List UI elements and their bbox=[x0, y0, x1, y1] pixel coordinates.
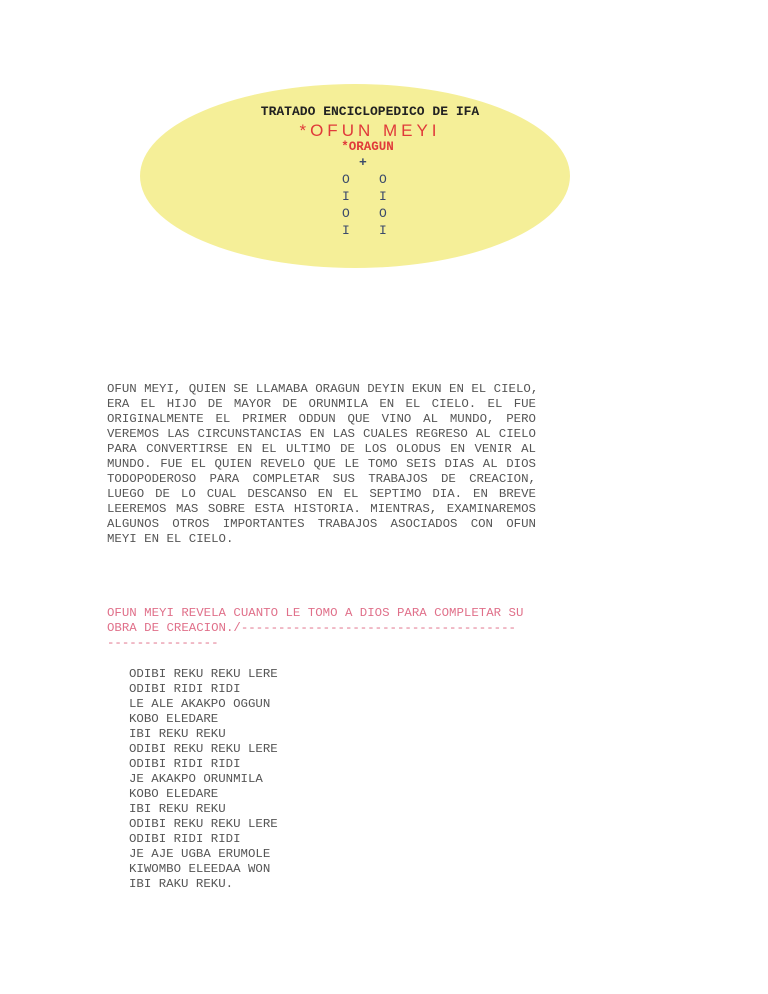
heading-line: --------------- bbox=[107, 636, 219, 650]
verse-line: ODIBI REKU REKU LERE bbox=[129, 817, 278, 831]
body-line: OFUN MEYI, QUIEN SE LLAMABA ORAGUN DEYIN EKUN EN EL CIELO, bbox=[107, 382, 539, 396]
odu-mark-right: I bbox=[379, 189, 387, 204]
heading-line: OFUN MEYI REVELA CUANTO LE TOMO A DIOS PARA COMPLETAR SU bbox=[107, 606, 524, 620]
verse-line: ODIBI RIDI RIDI bbox=[129, 832, 241, 846]
odu-mark-right: O bbox=[379, 172, 387, 187]
verse-line: ODIBI RIDI RIDI bbox=[129, 682, 241, 696]
verse-line: ODIBI REKU REKU LERE bbox=[129, 667, 278, 681]
verse-line: ODIBI RIDI RIDI bbox=[129, 757, 241, 771]
body-line: ERA EL HIJO DE MAYOR DE ORUNMILA EN EL CIELO. EL FUE bbox=[107, 397, 536, 411]
body-line: TODOPODEROSO PARA COMPLETAR SUS TRABAJOS DE CREACION, bbox=[107, 472, 536, 486]
body-line: ORIGINALMENTE EL PRIMER ODDUN QUE VINO AL MUNDO, PERO bbox=[107, 412, 536, 426]
document-title: TRATADO ENCICLOPEDICO DE IFA bbox=[260, 104, 480, 119]
verse-line: IBI RAKU REKU. bbox=[129, 877, 234, 891]
body-line: VEREMOS LAS CIRCUNSTANCIAS EN LAS CUALES REGRESO AL CIELO bbox=[107, 427, 536, 441]
odu-mark-left: O bbox=[342, 206, 350, 221]
odu-mark-right: O bbox=[379, 206, 387, 221]
heading-line: OBRA DE CREACION./------------------------------------- bbox=[107, 621, 516, 635]
verse-line: JE AKAKPO ORUNMILA bbox=[129, 772, 263, 786]
verse-line: KIWOMBO ELEEDAA WON bbox=[129, 862, 271, 876]
verse-line: IBI REKU REKU bbox=[129, 802, 226, 816]
verse-line: KOBO ELEDARE bbox=[129, 787, 219, 801]
verse-line: LE ALE AKAKPO OGGUN bbox=[129, 697, 271, 711]
body-paragraph bbox=[107, 382, 539, 547]
body-line: PARA CONVERTIRSE EN EL ULTIMO DE LOS OLODUS EN VENIR AL bbox=[107, 442, 536, 456]
body-line: LUEGO DE LO CUAL DESCANSO EN EL SEPTIMO DIA. EN BREVE bbox=[107, 487, 536, 501]
body-line: ALGUNOS OTROS IMPORTANTES TRABAJOS ASOCIADOS CON OFUN bbox=[107, 517, 536, 531]
verse-line: JE AJE UGBA ERUMOLE bbox=[129, 847, 271, 861]
verse-line: IBI REKU REKU bbox=[129, 727, 226, 741]
sign-alias: *ORAGUN bbox=[341, 140, 394, 154]
verse-line: ODIBI REKU REKU LERE bbox=[129, 742, 278, 756]
odu-mark-left: I bbox=[342, 223, 350, 238]
odu-mark-right: I bbox=[379, 223, 387, 238]
body-line: MUNDO. FUE EL QUIEN REVELO QUE LE TOMO SEIS DIAS AL DIOS bbox=[107, 457, 536, 471]
body-line: LEEREMOS MAS SOBRE ESTA HISTORIA. MIENTRAS, EXAMINAREMOS bbox=[107, 502, 536, 516]
odu-mark-left: I bbox=[342, 189, 350, 204]
odu-mark-left: O bbox=[342, 172, 350, 187]
section-heading bbox=[107, 606, 536, 651]
sign-name: *OFUN MEYI bbox=[299, 121, 441, 140]
verse-line: KOBO ELEDARE bbox=[129, 712, 219, 726]
body-line: MEYI EN EL CIELO. bbox=[107, 532, 234, 546]
verse-block bbox=[129, 667, 278, 892]
plus-mark: + bbox=[359, 155, 367, 170]
